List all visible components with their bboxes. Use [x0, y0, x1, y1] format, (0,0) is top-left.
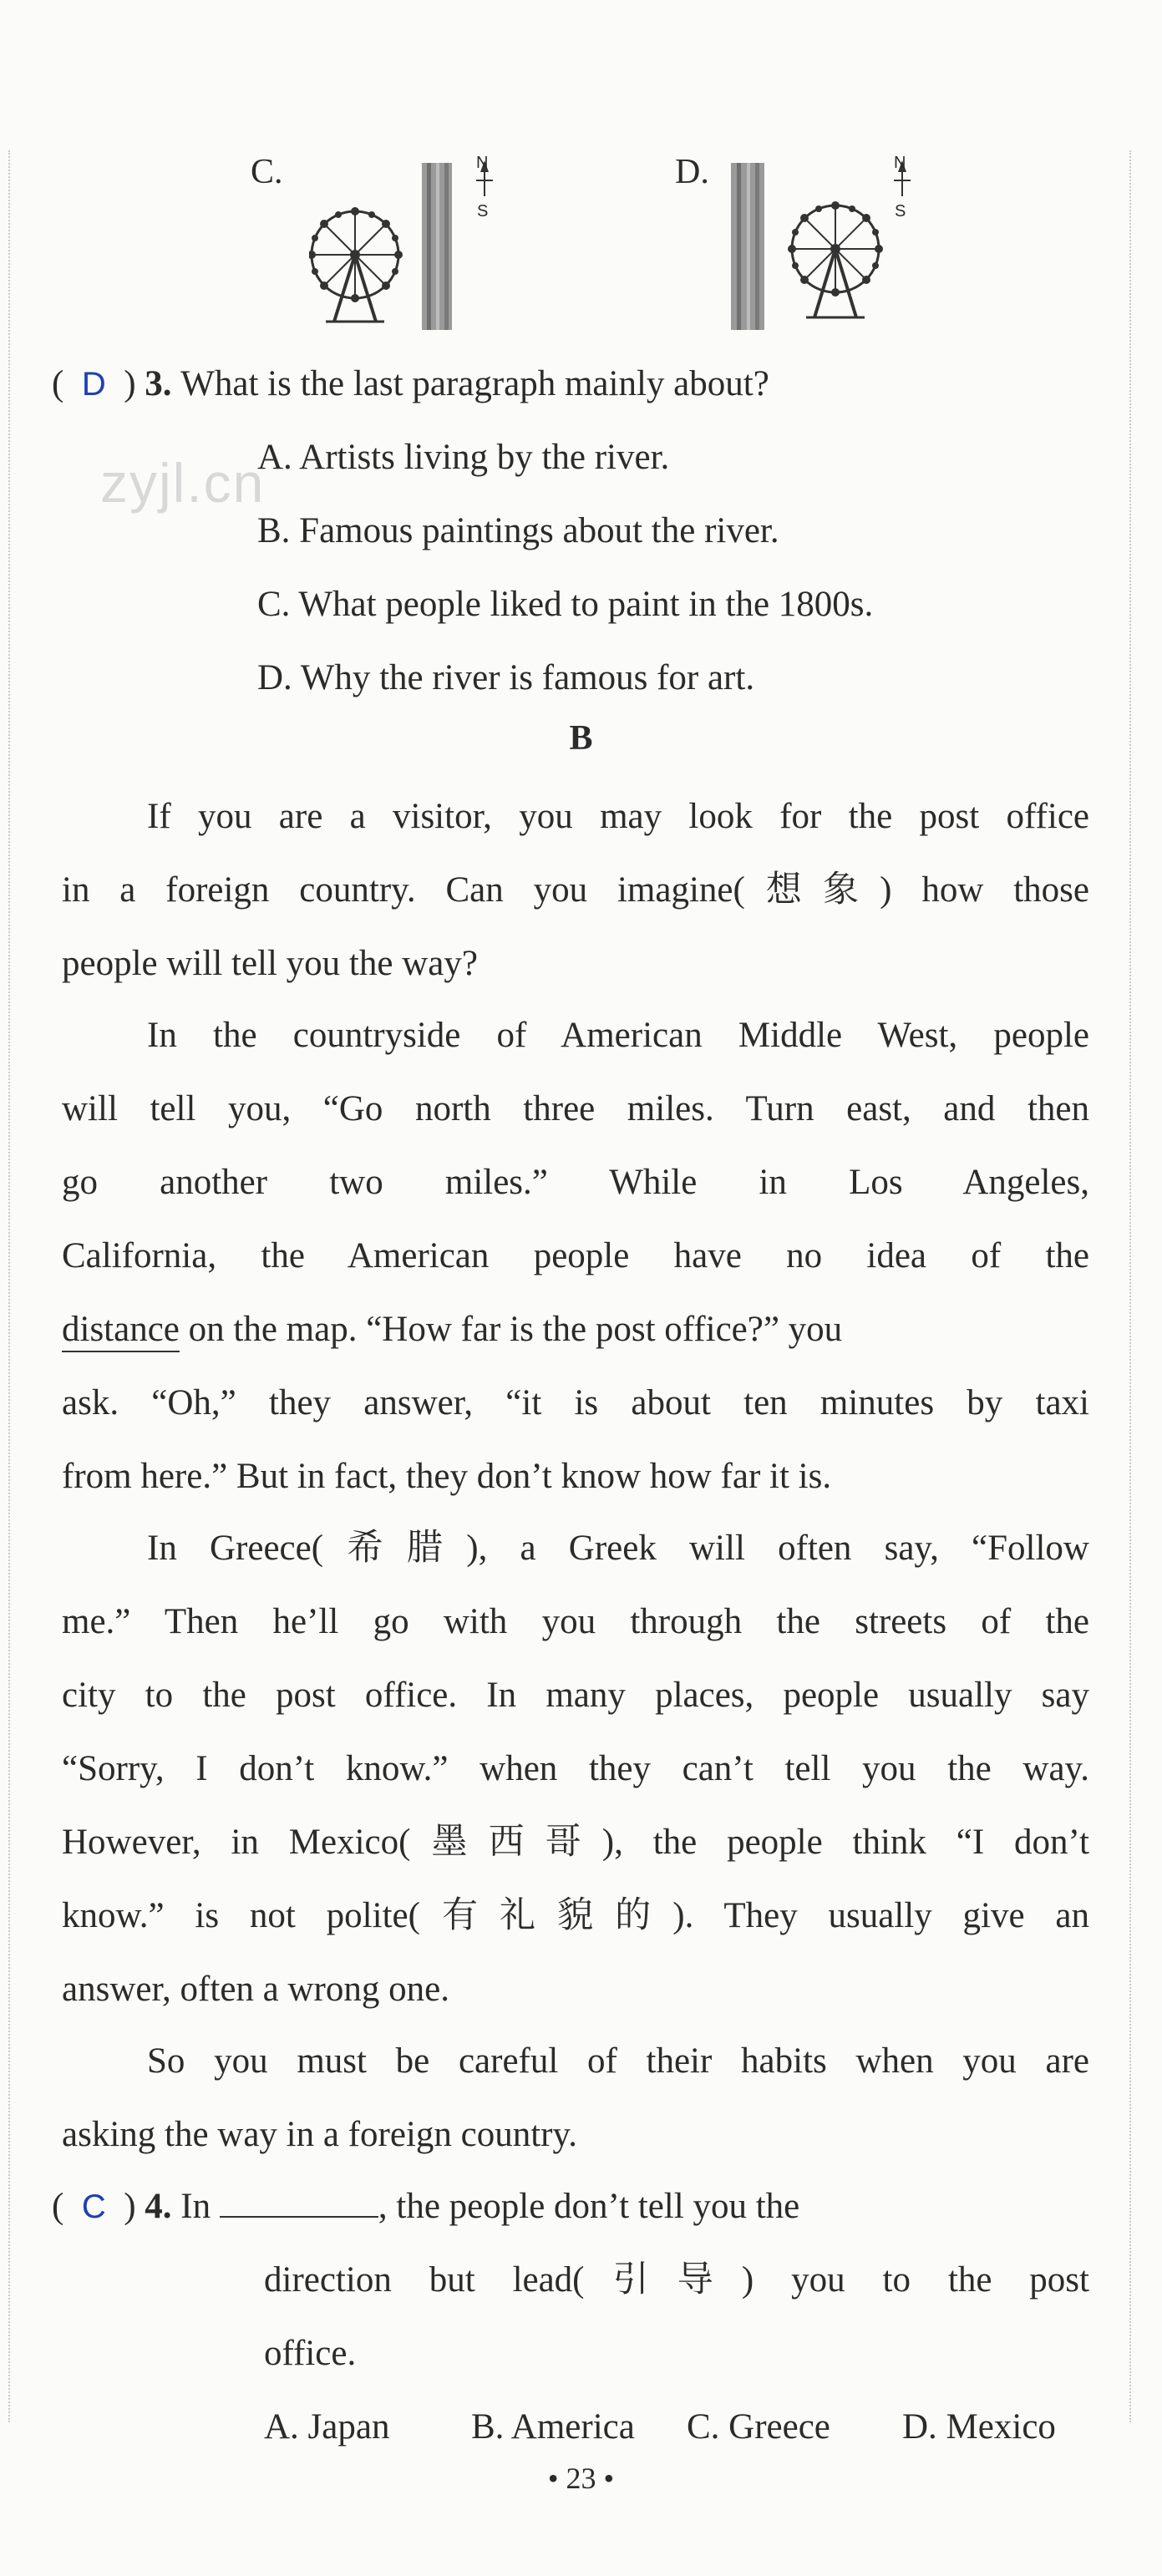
q3-option-a: A. Artists living by the river.	[257, 438, 670, 477]
passage-p2-line-2: will tell you, “Go north three miles. Turn east, and then	[62, 1089, 1089, 1128]
figure-d-south: S	[895, 202, 906, 221]
ferris-wheel-icon	[309, 207, 403, 322]
q4-stem-line-2: direction but lead(引导) you to the post	[264, 2260, 1089, 2300]
q3-paren-close: )	[124, 364, 136, 403]
q4-paren-close: )	[124, 2187, 136, 2226]
q4-stem-after-blank: , the people don’t tell you the	[378, 2187, 800, 2226]
river-strip	[731, 163, 764, 330]
passage-p2-line-3: go another two miles.” While in Los Angeles,	[62, 1163, 1089, 1202]
passage-p1-line-2: in a foreign country. Can you imagine(想象) how those	[62, 870, 1089, 910]
figure-c-south: S	[477, 202, 489, 221]
passage-p2-line-6: ask. “Oh,” they answer, “it is about ten minutes by taxi	[62, 1383, 1089, 1422]
passage-p3-line-3: city to the post office. In many places, people usually say	[62, 1676, 1089, 1715]
left-margin-line	[8, 150, 10, 2422]
passage-p2-line-4: California, the American people have no idea of the	[62, 1236, 1089, 1275]
q4-blank	[220, 2183, 378, 2218]
right-margin-line	[1129, 150, 1131, 2422]
page-number: • 23 •	[547, 2462, 615, 2495]
river-strip	[422, 163, 452, 330]
q3-number: 3.	[145, 364, 172, 403]
q4-option-a: A. Japan	[264, 2407, 390, 2447]
passage-p3-line-4: “Sorry, I don’t know.” when they can’t tell you the way.	[62, 1749, 1089, 1788]
q4-number: 4.	[145, 2187, 172, 2226]
q4-stem-before-blank: In	[180, 2187, 211, 2226]
q3-option-b: B. Famous paintings about the river.	[257, 511, 779, 550]
q3-option-d: D. Why the river is famous for art.	[257, 658, 755, 697]
q4-paren-open: (	[52, 2187, 64, 2226]
q4-option-b: B. America	[471, 2407, 635, 2447]
watermark: zyjl.cn	[100, 452, 266, 514]
passage-p3-line-1: In Greece(希腊), a Greek will often say, “Follow	[147, 1529, 1089, 1568]
figure-c-north: N	[476, 154, 489, 172]
question-4-stem-line	[52, 2182, 799, 2232]
figure-d-north: N	[894, 154, 906, 172]
passage-p4-line-2: asking the way in a foreign country.	[62, 2115, 577, 2154]
q4-option-d: D. Mexico	[902, 2407, 1056, 2447]
q3-answer: D	[81, 366, 106, 403]
figure-c-label: C.	[251, 153, 283, 191]
figure-d-map	[727, 150, 927, 334]
passage-p1-line-3: people will tell you the way?	[62, 944, 478, 983]
passage-p3-line-6: know.” is not polite(有礼貌的). They usually give an	[62, 1896, 1089, 1935]
passage-p3-line-5: However, in Mexico(墨西哥), the people think “I don’t	[62, 1823, 1089, 1862]
section-b-title: B	[569, 719, 593, 758]
underlined-word-distance: distance	[62, 1310, 180, 1352]
ferris-wheel-icon	[788, 201, 883, 317]
q4-option-c: C. Greece	[687, 2407, 830, 2447]
figure-c-map	[309, 150, 501, 334]
q4-stem-line-3: office.	[264, 2334, 357, 2373]
passage-p2-line-1: In the countryside of American Middle West, people	[147, 1016, 1089, 1055]
q4-answer: C	[81, 2188, 106, 2225]
passage-p2-line-7: from here.” But in fact, they don’t know how far it is.	[62, 1457, 832, 1496]
passage-p2-line-5-rest: on the map. “How far is the post office?” you	[179, 1310, 843, 1349]
figure-d-label: D.	[675, 153, 709, 191]
passage-p3-line-7: answer, often a wrong one.	[62, 1970, 449, 2009]
passage-p3-line-2: me.” Then he’ll go with you through the streets of the	[62, 1602, 1089, 1641]
q3-paren-open: (	[52, 364, 64, 403]
passage-p2-line-5	[62, 1305, 842, 1355]
q3-stem: What is the last paragraph mainly about?	[180, 364, 769, 403]
passage-p1-line-1: If you are a visitor, you may look for the post office	[147, 797, 1089, 836]
passage-p4-line-1: So you must be careful of their habits when you are	[147, 2041, 1089, 2081]
question-3-stem-line	[52, 359, 769, 409]
q3-option-c: C. What people liked to paint in the 1800s.	[257, 585, 874, 624]
